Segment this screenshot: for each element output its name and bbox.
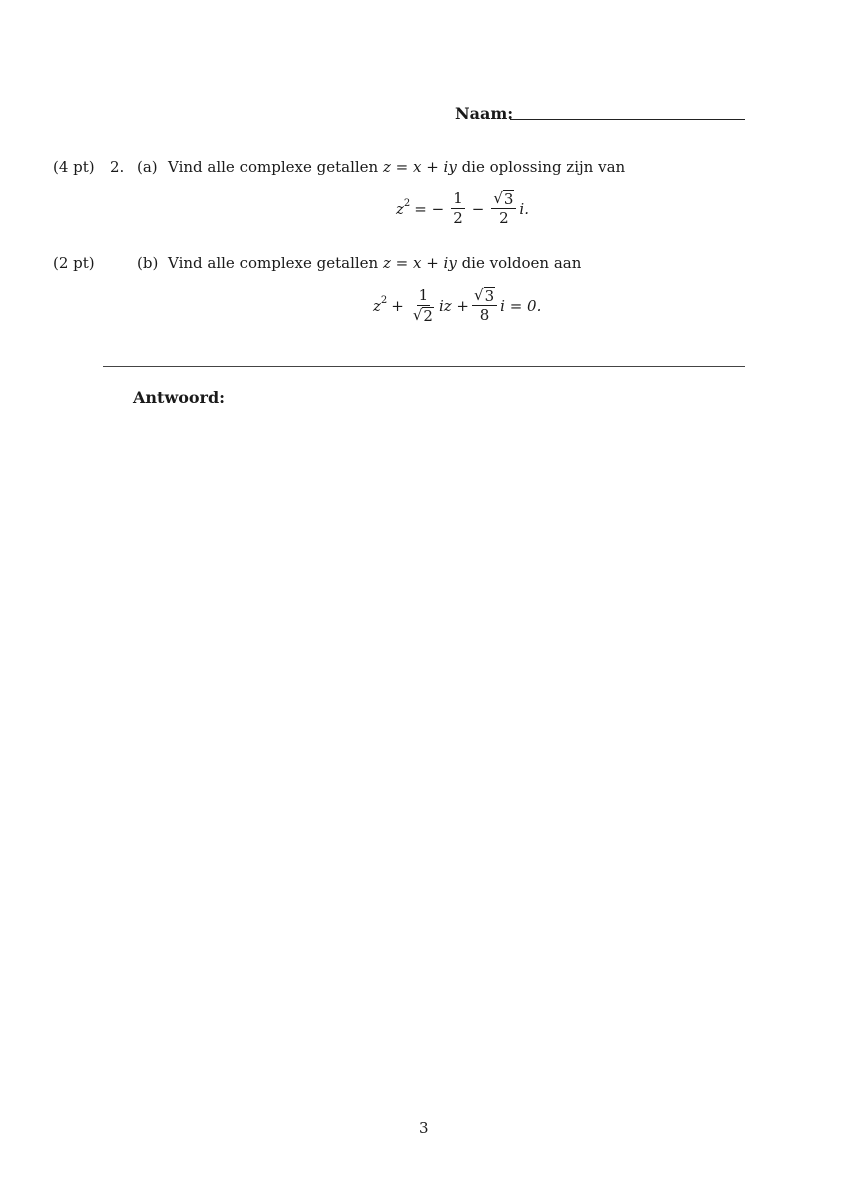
sqrt-symbol: √ bbox=[474, 286, 484, 304]
eq-b-exponent: 2 bbox=[380, 295, 388, 306]
part-b-label: (b) bbox=[137, 254, 159, 272]
eq-b-frac2-numerator bbox=[472, 287, 497, 306]
eq-a-fraction-2 bbox=[491, 190, 516, 227]
name-field-line[interactable] bbox=[510, 119, 745, 120]
part-a-variable-expression: z = x + iy bbox=[382, 158, 457, 176]
eq-a-lhs: z bbox=[396, 199, 404, 218]
eq-a-frac2-numerator bbox=[491, 190, 516, 209]
part-b-prompt bbox=[168, 254, 581, 272]
eq-a-minus: − bbox=[471, 199, 485, 218]
eq-b-fraction-2 bbox=[472, 287, 497, 324]
eq-b-tail: i = 0. bbox=[500, 296, 542, 315]
page-number: 3 bbox=[419, 1119, 429, 1137]
eq-b-frac1-denominator bbox=[411, 306, 436, 324]
eq-b-lhs: z bbox=[373, 296, 381, 315]
eq-a-frac1-denominator: 2 bbox=[453, 209, 463, 227]
separator-line bbox=[103, 366, 745, 367]
eq-a-fraction-1 bbox=[451, 190, 465, 227]
eq-b-frac2-radicand: 3 bbox=[484, 287, 495, 305]
part-b-variable-expression: z = x + iy bbox=[382, 254, 457, 272]
part-b-text-after: die voldoen aan bbox=[456, 254, 582, 272]
eq-b-frac1-radicand: 2 bbox=[423, 307, 433, 325]
part-a-text-before: Vind alle complexe getallen bbox=[168, 158, 383, 176]
part-a-label: (a) bbox=[137, 158, 158, 176]
points-part-b: (2 pt) bbox=[53, 254, 95, 272]
answer-label: Antwoord: bbox=[133, 388, 226, 407]
name-label: Naam: bbox=[455, 104, 514, 123]
points-part-a: (4 pt) bbox=[53, 158, 95, 176]
part-b-text-before: Vind alle complexe getallen bbox=[168, 254, 383, 272]
eq-a-exponent: 2 bbox=[403, 198, 411, 209]
part-a-text-after: die oplossing zijn van bbox=[456, 158, 626, 176]
eq-b-plus: + bbox=[391, 296, 404, 315]
sqrt-symbol: √ bbox=[412, 306, 423, 324]
eq-a-frac2-radicand: 3 bbox=[503, 190, 514, 208]
equation-part-a bbox=[396, 190, 529, 227]
question-number: 2. bbox=[110, 158, 125, 176]
eq-b-middle: iz + bbox=[438, 296, 470, 315]
equation-part-b bbox=[373, 287, 541, 324]
eq-b-frac1-numerator: 1 bbox=[418, 286, 429, 304]
eq-b-frac2-denominator: 8 bbox=[479, 306, 490, 324]
eq-a-frac1-numerator: 1 bbox=[453, 189, 463, 207]
part-a-prompt bbox=[168, 158, 625, 176]
eq-a-frac2-denominator: 2 bbox=[499, 209, 509, 227]
eq-b-fraction-1 bbox=[411, 287, 436, 324]
sqrt-symbol: √ bbox=[493, 189, 503, 207]
eq-a-equals: = − bbox=[414, 199, 445, 218]
eq-a-tail: i. bbox=[519, 199, 529, 218]
